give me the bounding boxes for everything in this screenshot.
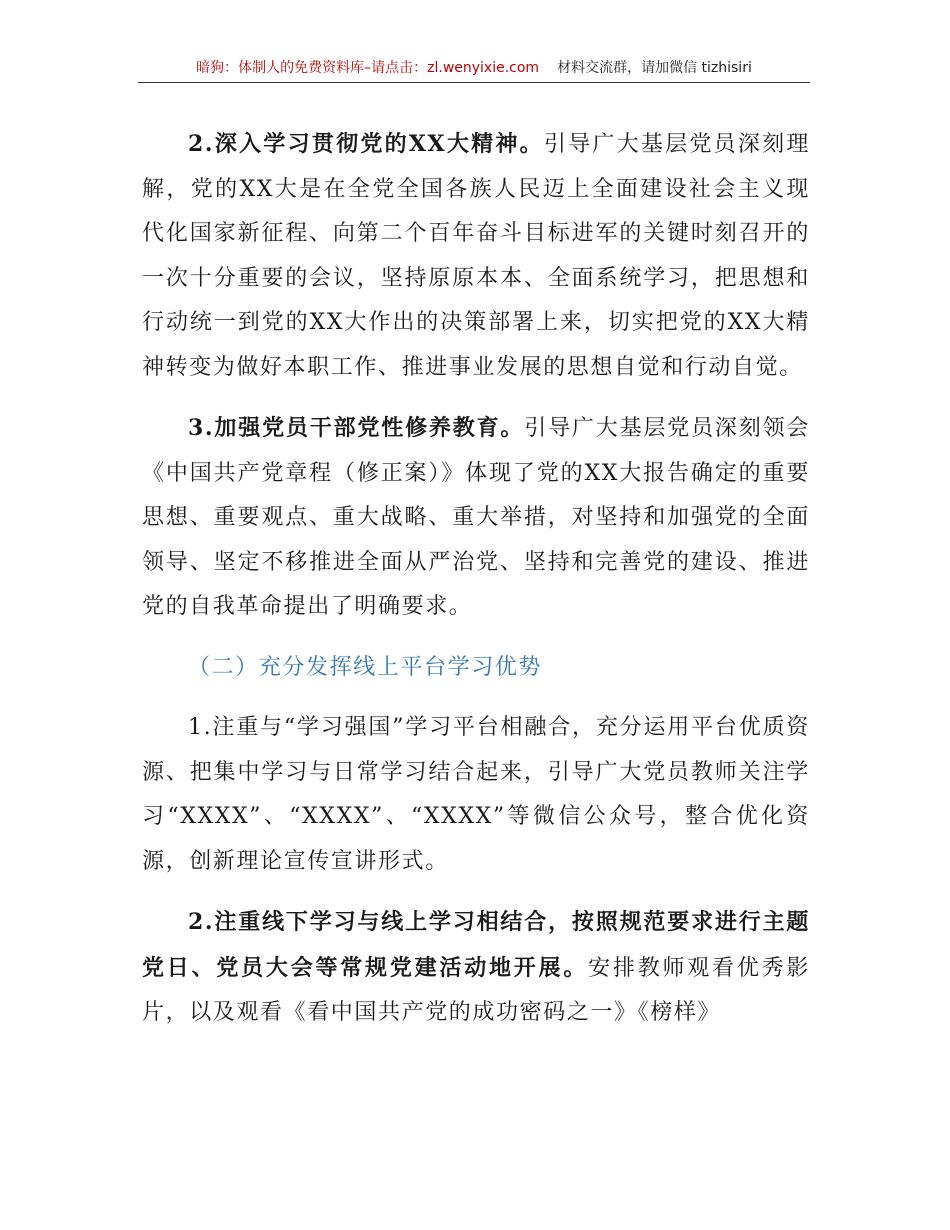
page-header [138, 56, 810, 83]
paragraph-online-platform [142, 706, 810, 884]
header-brand: 暗狗：体制人的免费资料库 [196, 60, 365, 76]
paragraph-lead: 2.深入学习贯彻党的XX大精神。 [188, 131, 544, 157]
header-link-prefix: –请点击： [364, 60, 428, 76]
paragraph-text: 安排教师观看优秀影片，以及观看《看中国共产党的成功密码之一》《榜样》 [142, 955, 810, 1025]
document-body [142, 122, 810, 1052]
paragraph-text: 1.注重与“学习强国”学习平台相融合，充分运用平台优质资源、把集中学习与日常学习结合起来，引导广大党员教师关注学习“XXXX”、“XXXX”、“XXXX”等微信公众号，整合优化资源，创新理论宣传宣讲形式。 [142, 715, 810, 874]
paragraph-study-spirit [142, 122, 810, 390]
paragraph-text: 引导广大基层党员深刻领会《中国共产党章程（修正案）》体现了党的XX大报告确定的重要思想、重要观点、重大战略、重大举措，对坚持和加强党的全面领导、坚定不移推进全面从严治党、坚持和完善党的建设、推进党的自我革命提出了明确要求。 [142, 416, 810, 619]
section-heading: （二）充分发挥线上平台学习优势 [188, 654, 543, 680]
paragraph-offline-online [142, 900, 810, 1036]
paragraph-party-education [142, 406, 810, 630]
paragraph-text: 引导广大基层党员深刻理解，党的XX大是在全党全国各族人民迈上全面建设社会主义现代化国家新征程、向第二个百年奋斗目标进军的关键时刻召开的一次十分重要的会议，坚持原原本本、全面系统学习，把思想和行动统一到党的XX大作出的决策部署上来，切实把党的XX大精神转变为做好本职工作、推进事业发展的思想自觉和行动自觉。 [142, 132, 810, 380]
paragraph-lead: 2.注重线下学习与线上学习相结合，按照规范要求进行主题党日、党员大会等常规党建活动地开展。 [142, 909, 810, 981]
header-contact: 材料交流群，请加微信 tizhisiri [557, 60, 752, 76]
header-url-link[interactable]: zl.wenyixie.com [427, 60, 540, 76]
paragraph-lead: 3.加强党员干部党性修养教育。 [188, 415, 525, 441]
